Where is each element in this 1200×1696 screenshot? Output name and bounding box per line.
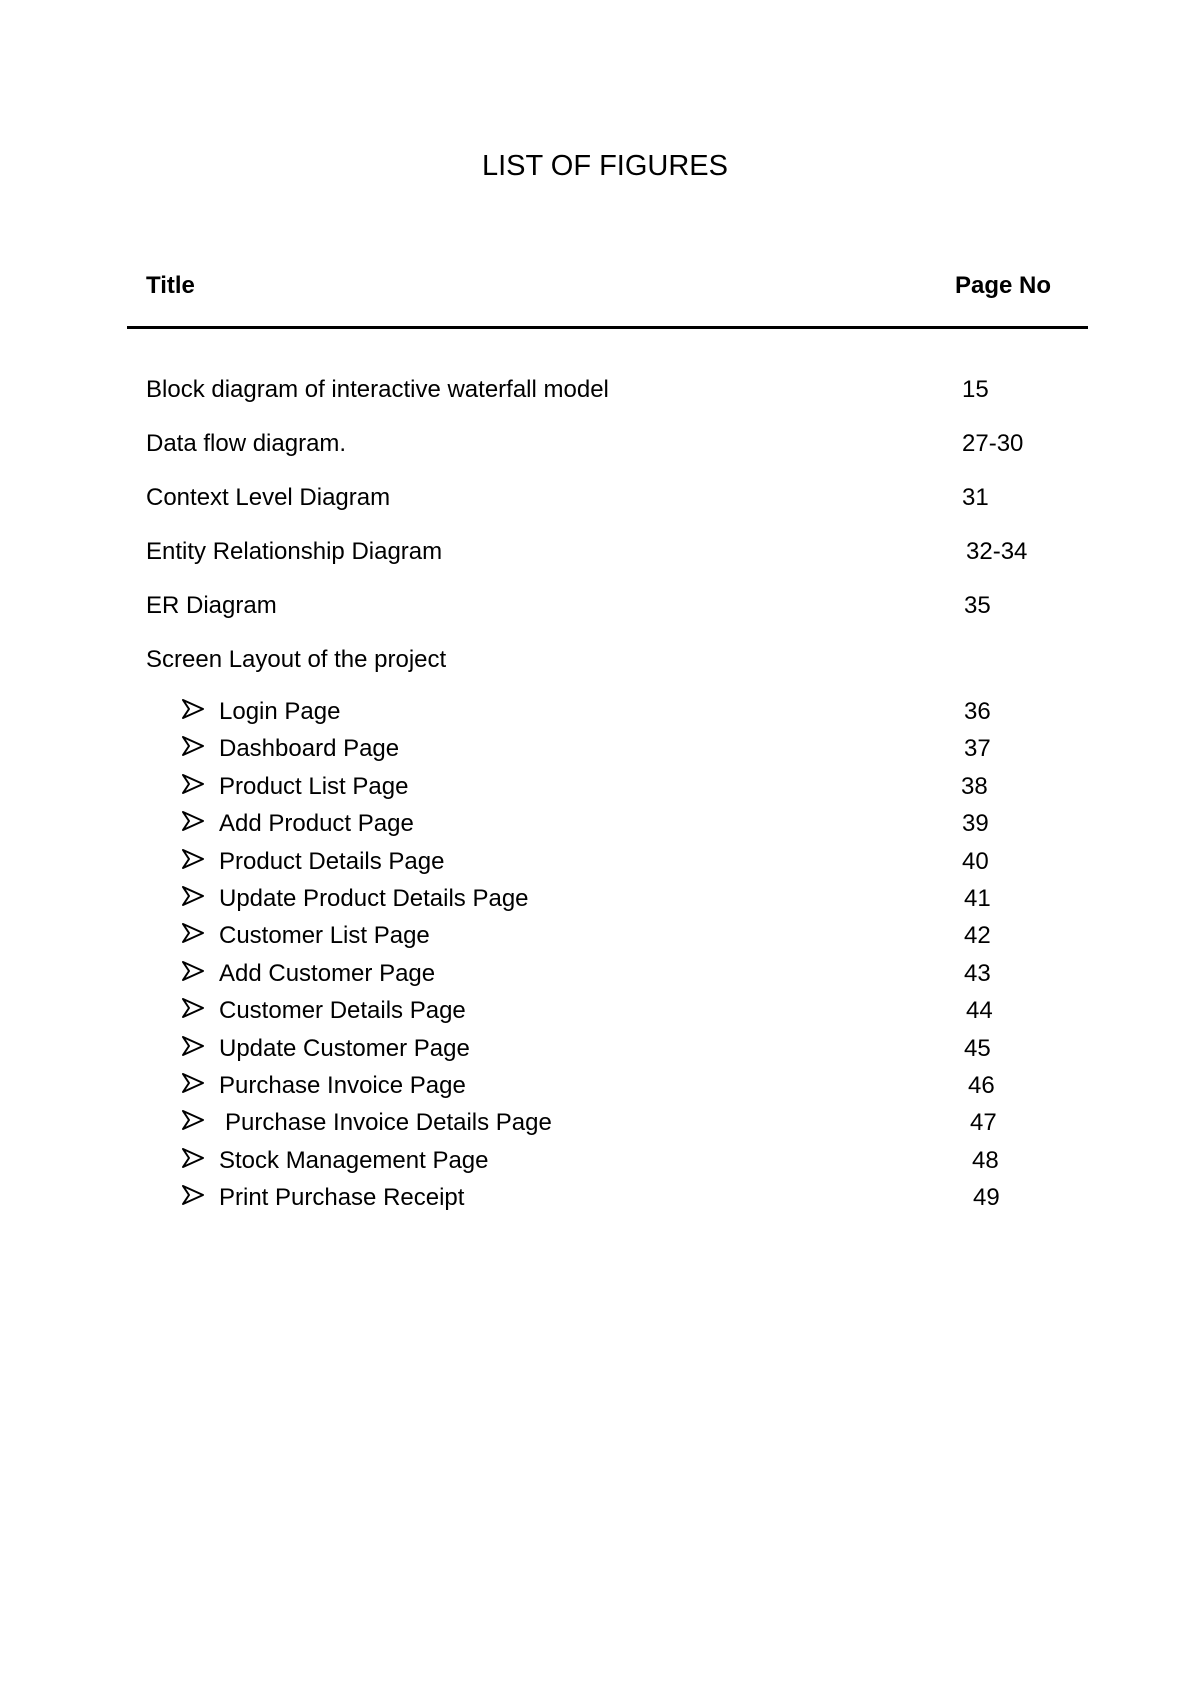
figure-page-number: 27-30 [962, 430, 1024, 457]
figure-list [0, 376, 1200, 1221]
list-item [0, 484, 1200, 538]
screen-page-number: 38 [961, 772, 988, 800]
screen-page-number: 49 [973, 1184, 1000, 1212]
list-item [0, 848, 1200, 885]
screen-page-number: 46 [968, 1071, 995, 1099]
screen-page-number: 36 [964, 698, 991, 725]
screen-title: Login Page [219, 698, 341, 725]
screen-page-number: 48 [972, 1146, 999, 1174]
column-header-page-no: Page No [955, 272, 1052, 299]
figure-title: Data flow diagram. [146, 430, 347, 457]
arrowhead-bullet-icon [182, 885, 204, 907]
arrowhead-bullet-icon [182, 997, 204, 1019]
arrowhead-bullet-icon [182, 698, 204, 720]
screen-page-number: 44 [966, 997, 993, 1025]
header-divider [127, 326, 1088, 329]
screen-title: Update Product Details Page [219, 884, 529, 912]
arrowhead-bullet-icon [182, 848, 204, 870]
screen-title: Dashboard Page [219, 735, 400, 763]
list-item [0, 773, 1200, 810]
list-item [0, 538, 1200, 592]
screen-layout-sublist [0, 698, 1200, 1221]
figure-title: Entity Relationship Diagram [146, 538, 443, 565]
list-item [0, 376, 1200, 430]
arrowhead-bullet-icon [182, 922, 204, 944]
page-title: LIST OF FIGURES [481, 150, 728, 182]
screen-title: Product Details Page [219, 847, 445, 875]
list-item [0, 960, 1200, 997]
screen-page-number: 43 [964, 959, 991, 987]
list-item [0, 592, 1200, 646]
list-item [0, 646, 1200, 696]
screen-title: Add Product Page [219, 810, 414, 838]
screen-page-number: 40 [962, 847, 989, 875]
list-item [0, 997, 1200, 1034]
list-item [0, 885, 1200, 922]
column-header-title: Title [146, 272, 195, 299]
list-item [0, 1072, 1200, 1109]
arrowhead-bullet-icon [182, 1035, 204, 1057]
screen-title: Customer List Page [219, 922, 430, 950]
arrowhead-bullet-icon [182, 1072, 204, 1094]
arrowhead-bullet-icon [182, 1147, 204, 1169]
screen-page-number: 39 [962, 810, 989, 838]
list-item [0, 1035, 1200, 1072]
arrowhead-bullet-icon [182, 735, 204, 757]
figure-page-number: 15 [962, 376, 989, 403]
figure-page-number: 35 [964, 592, 991, 619]
figure-title: Screen Layout of the project [146, 646, 447, 673]
screen-title: Purchase Invoice Details Page [225, 1109, 552, 1137]
screen-title: Update Customer Page [219, 1034, 470, 1062]
arrowhead-bullet-icon [182, 773, 204, 795]
figure-title: Block diagram of interactive waterfall model [146, 376, 609, 403]
list-item [0, 1147, 1200, 1184]
screen-page-number: 37 [964, 735, 991, 763]
figure-title: Context Level Diagram [146, 484, 391, 511]
screen-page-number: 47 [970, 1109, 997, 1137]
list-item [0, 1184, 1200, 1221]
screen-title: Print Purchase Receipt [219, 1184, 465, 1212]
arrowhead-bullet-icon [182, 1109, 204, 1131]
list-item [0, 430, 1200, 484]
screen-title: Stock Management Page [219, 1146, 489, 1174]
screen-page-number: 41 [964, 884, 991, 912]
arrowhead-bullet-icon [182, 960, 204, 982]
list-item [0, 922, 1200, 959]
figure-page-number: 31 [962, 484, 989, 511]
screen-page-number: 45 [964, 1034, 991, 1062]
list-item [0, 1109, 1200, 1146]
list-item [0, 735, 1200, 772]
figure-title: ER Diagram [146, 592, 277, 619]
screen-title: Add Customer Page [219, 959, 436, 987]
arrowhead-bullet-icon [182, 810, 204, 832]
arrowhead-bullet-icon [182, 1184, 204, 1206]
list-item [0, 698, 1200, 735]
figure-page-number: 32-34 [966, 538, 1028, 565]
screen-page-number: 42 [964, 922, 991, 950]
screen-title: Purchase Invoice Page [219, 1071, 466, 1099]
screen-title: Product List Page [219, 772, 409, 800]
screen-title: Customer Details Page [219, 997, 466, 1025]
list-item [0, 810, 1200, 847]
